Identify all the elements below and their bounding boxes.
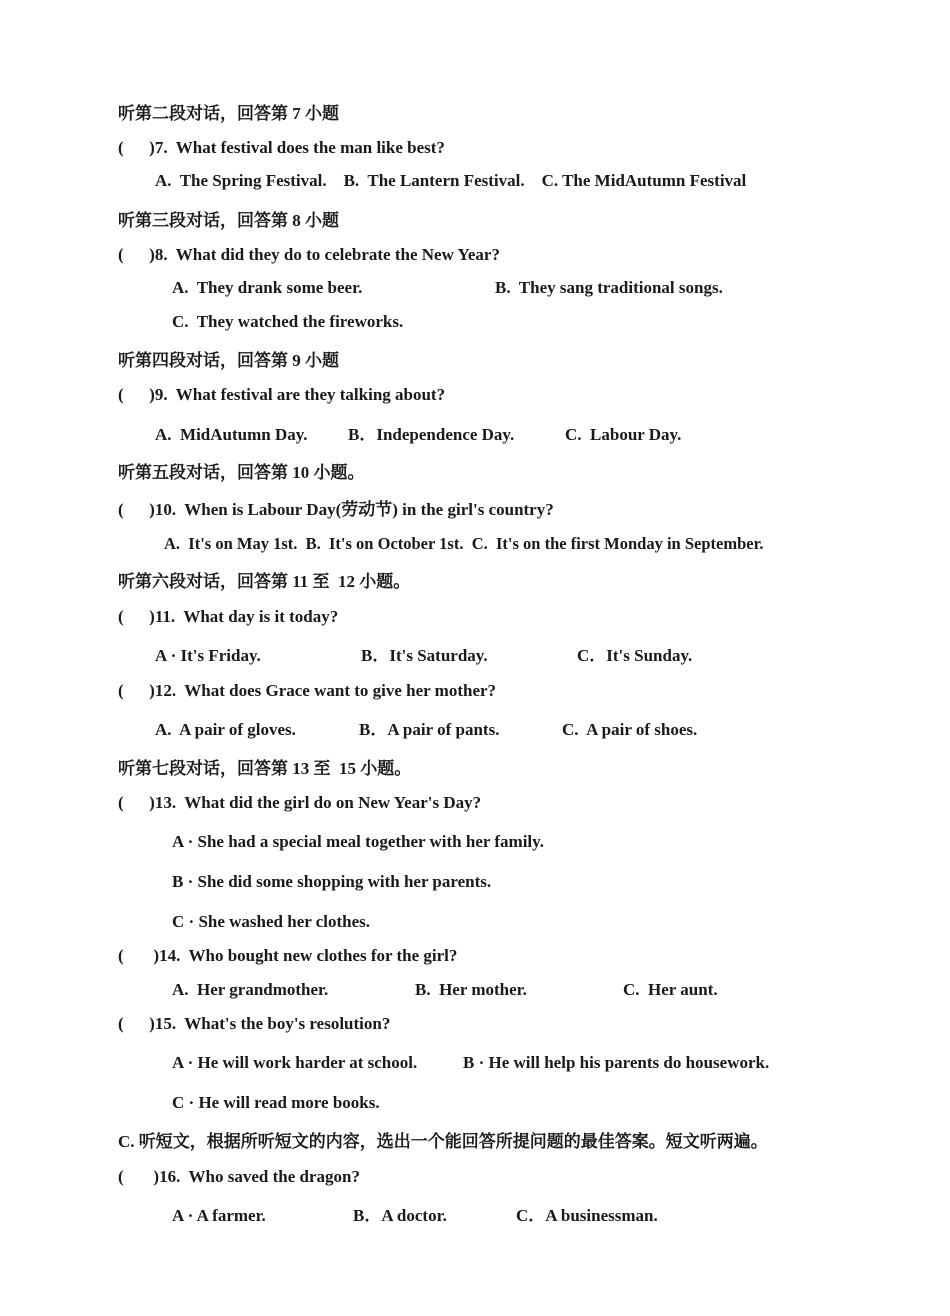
- section-heading: 听第三段对话，回答第 8 小题: [118, 211, 339, 230]
- option-b: B．Independence Day.: [348, 425, 515, 444]
- option-c: C．A businessman.: [516, 1206, 658, 1225]
- option-c: C. Labour Day.: [565, 425, 682, 444]
- section-heading: C. 听短文，根据所听短文的内容，选出一个能回答所提问题的最佳答案。短文听两遍。: [118, 1132, 768, 1151]
- section-heading: 听第五段对话，回答第 10 小题。: [118, 463, 365, 482]
- option-c: C. They watched the fireworks.: [172, 312, 404, 331]
- option-b: B · He will help his parents do housework.: [463, 1053, 770, 1072]
- option-c: C. A pair of shoes.: [562, 720, 698, 739]
- option-a: A · She had a special meal together with her family.: [172, 832, 544, 851]
- section-heading: 听第二段对话，回答第 7 小题: [118, 104, 339, 123]
- question-13: ( )13. What did the girl do on New Year's Day?: [118, 793, 482, 812]
- option-b: B．It's Saturday.: [361, 646, 488, 665]
- option-b: B. Her mother.: [415, 980, 527, 999]
- option-a: A. Her grandmother.: [172, 980, 329, 999]
- question-12: ( )12. What does Grace want to give her mother?: [118, 681, 497, 700]
- section-heading: 听第六段对话，回答第 11 至 12 小题。: [118, 572, 411, 591]
- question-15: ( )15. What's the boy's resolution?: [118, 1014, 391, 1033]
- option-c: C. Her aunt.: [623, 980, 718, 999]
- option-c: C · He will read more books.: [172, 1093, 380, 1112]
- option-a: A · A farmer.: [172, 1206, 266, 1225]
- option-b: B. They sang traditional songs.: [495, 278, 723, 297]
- question-7-options: A. The Spring Festival. B. The Lantern Festival. C. The MidAutumn Festival: [155, 171, 747, 190]
- section-heading: 听第四段对话，回答第 9 小题: [118, 351, 339, 370]
- option-b: B．A pair of pants.: [359, 720, 500, 739]
- question-10-options: A. It's on May 1st. B. It's on October 1st. C. It's on the first Monday in September.: [164, 534, 764, 553]
- option-a: A. A pair of gloves.: [155, 720, 296, 739]
- question-7: ( )7. What festival does the man like best?: [118, 138, 445, 157]
- question-16: ( )16. Who saved the dragon?: [118, 1167, 360, 1186]
- option-b: B · She did some shopping with her parents.: [172, 872, 492, 891]
- option-a: A. They drank some beer.: [172, 278, 363, 297]
- option-a: A · It's Friday.: [155, 646, 261, 665]
- option-a: A. MidAutumn Day.: [155, 425, 308, 444]
- option-a: A · He will work harder at school.: [172, 1053, 418, 1072]
- option-c: C · She washed her clothes.: [172, 912, 371, 931]
- option-c: C．It's Sunday.: [577, 646, 693, 665]
- question-14: ( )14. Who bought new clothes for the girl?: [118, 946, 458, 965]
- question-8: ( )8. What did they do to celebrate the New Year?: [118, 245, 500, 264]
- section-heading: 听第七段对话，回答第 13 至 15 小题。: [118, 759, 412, 778]
- question-11: ( )11. What day is it today?: [118, 607, 339, 626]
- option-b: B．A doctor.: [353, 1206, 447, 1225]
- question-9: ( )9. What festival are they talking about?: [118, 385, 446, 404]
- question-10: ( )10. When is Labour Day(劳动节) in the girl's country?: [118, 500, 554, 519]
